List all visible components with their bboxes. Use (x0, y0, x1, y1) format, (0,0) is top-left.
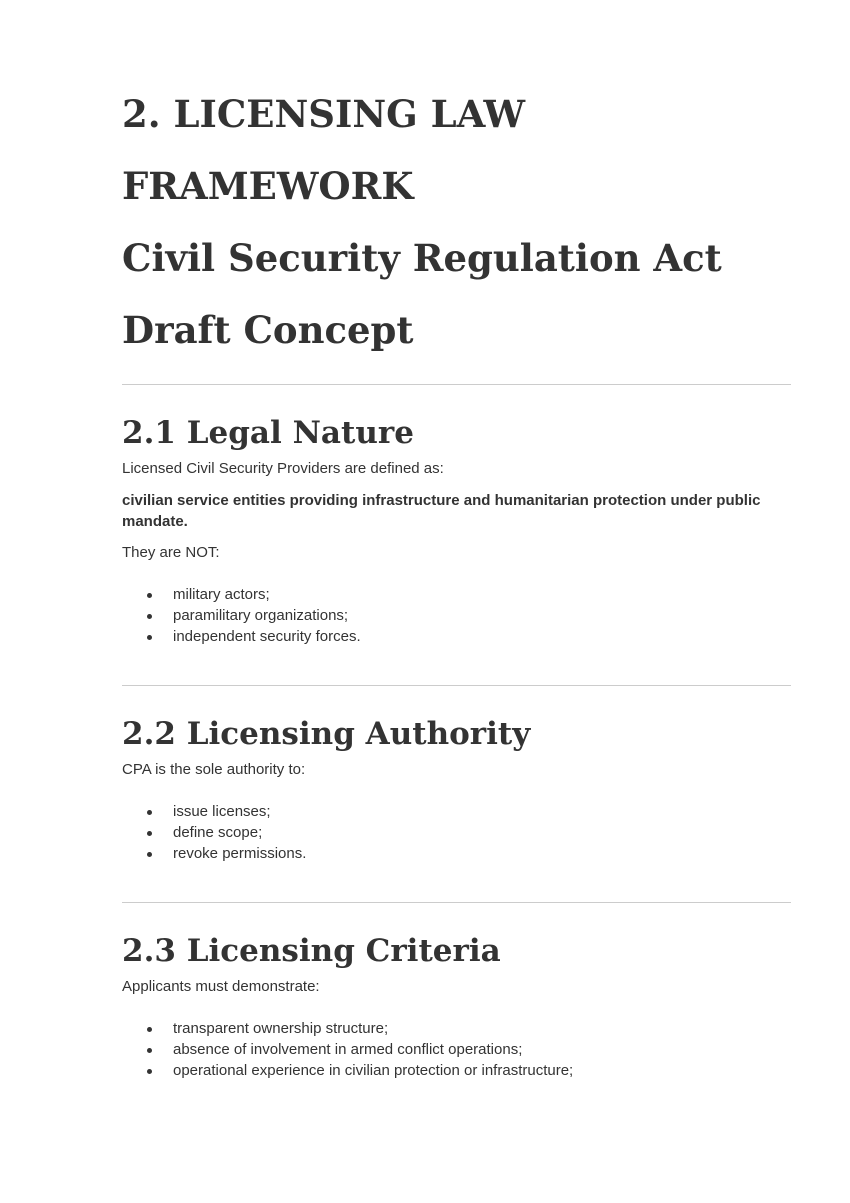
list-item: operational experience in civilian protection or infrastructure; (122, 1060, 791, 1081)
list-item: revoke permissions. (122, 843, 791, 864)
section-licensing-authority (122, 686, 791, 864)
document-title (122, 78, 791, 366)
list-item: define scope; (122, 822, 791, 843)
list-item: absence of involvement in armed conflict operations; (122, 1039, 791, 1060)
title-line-2: FRAMEWORK (122, 164, 414, 208)
section-heading: 2.2 Licensing Authority (122, 716, 531, 752)
list-item: independent security forces. (122, 626, 791, 647)
bullet-list (122, 584, 791, 647)
section-intro: Applicants must demonstrate: (122, 978, 320, 995)
title-line-3: Civil Security Regulation Act (122, 236, 722, 280)
bullet-list (122, 801, 791, 864)
list-item: issue licenses; (122, 801, 791, 822)
section-intro-secondary: They are NOT: (122, 544, 220, 561)
list-item: paramilitary organizations; (122, 605, 791, 626)
section-legal-nature (122, 385, 791, 647)
section-heading: 2.1 Legal Nature (122, 415, 414, 451)
list-item: transparent ownership structure; (122, 1018, 791, 1039)
list-item: military actors; (122, 584, 791, 605)
section-intro: CPA is the sole authority to: (122, 761, 306, 778)
section-intro: Licensed Civil Security Providers are defined as: (122, 460, 444, 477)
section-licensing-criteria (122, 903, 791, 1081)
title-line-4: Draft Concept (122, 308, 414, 352)
title-line-1: 2. LICENSING LAW (122, 92, 526, 136)
definition-text: civilian service entities providing infrastructure and humanitarian protection under public mandate. (122, 492, 761, 530)
bullet-list (122, 1018, 791, 1081)
section-heading: 2.3 Licensing Criteria (122, 933, 501, 969)
document-page (122, 78, 791, 1081)
